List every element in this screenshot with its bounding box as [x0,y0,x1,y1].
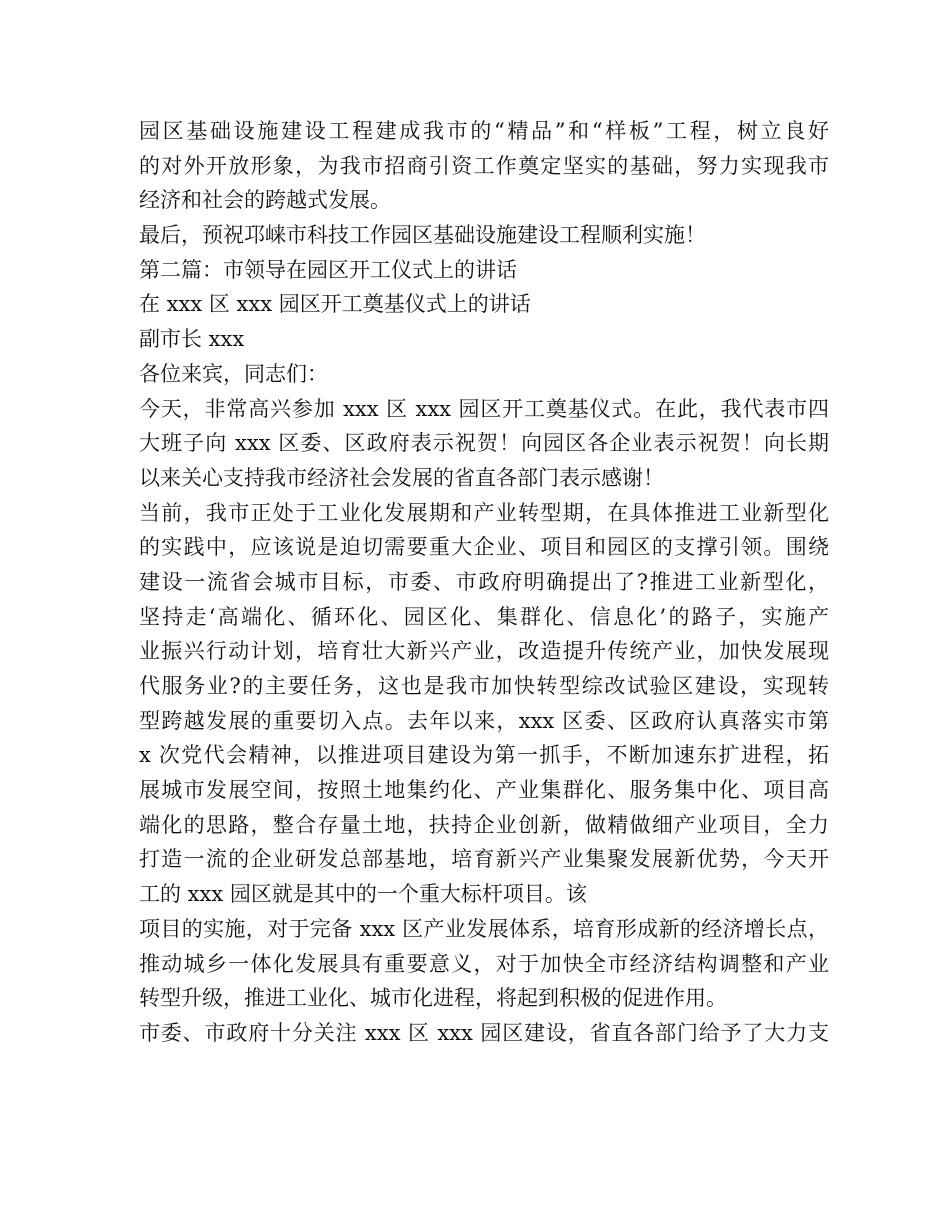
text-line: 大班子向 xxx 区委、区政府表示祝贺！向园区各企业表示祝贺！向长期 [139,431,829,456]
section-heading: 第二篇：市领导在园区开工仪式上的讲话 [139,257,517,282]
speaker-line: 副市长 xxx [139,327,245,352]
text-line: 端化的思路，整合存量土地，扶持企业创新，做精做细产业项目，全力 [139,812,829,837]
text-line: 建设一流省会城市目标，市委、市政府明确提出了?推进工业新型化， [139,569,829,594]
text-line: 当前，我市正处于工业化发展期和产业转型期，在具体推进工业新型化 [139,500,829,525]
text-line: 的实践中，应该说是迫切需要重大企业、项目和园区的支撑引领。围绕 [139,535,829,560]
text-line: 型跨越发展的重要切入点。去年以来，xxx 区委、区政府认真落实市第 [139,708,829,733]
speech-title: 在 xxx 区 xxx 园区开工奠基仪式上的讲话 [139,292,531,317]
text-line: 推动城乡一体化发展具有重要意义，对于加快全市经济结构调整和产业 [139,951,829,976]
text-line: 项目的实施，对于完备 xxx 区产业发展体系，培育形成新的经济增长点， [139,916,829,941]
text-line: 代服务业?的主要任务，这也是我市加快转型综改试验区建设，实现转 [139,674,829,698]
text-line: 业振兴行动计划，培育壮大新兴产业，改造提升传统产业，加快发展现 [139,639,829,664]
text-line: 坚持走‘高端化、循环化、园区化、集群化、信息化’的路子，实施产 [139,604,829,629]
text-line: 转型升级，推进工业化、城市化进程，将起到积极的促进作用。 [139,986,727,1011]
text-line: 以来关心支持我市经济社会发展的省直各部门表示感谢！ [139,465,664,490]
text-line: 打造一流的企业研发总部基地，培育新兴产业集聚发展新优势，今天开 [139,847,829,872]
text-line: 今天，非常高兴参加 xxx 区 xxx 园区开工奠基仪式。在此，我代表市四 [139,396,829,421]
text-line: 市委、市政府十分关注 xxx 区 xxx 园区建设，省直各部门给予了大力支 [139,1020,829,1045]
text-line: x 次党代会精神，以推进项目建设为第一抓手，不断加速东扩进程，拓 [139,743,829,768]
text-line: 最后，预祝邛崃市科技工作园区基础设施建设工程顺利实施！ [139,223,706,248]
salutation: 各位来宾，同志们： [139,361,328,386]
text-line: 工的 xxx 园区就是其中的一个重大标杆项目。该 [139,882,587,907]
text-line: 经济和社会的跨越式发展。 [139,188,391,213]
text-line: 展城市发展空间，按照土地集约化、产业集群化、服务集中化、项目高 [139,778,829,803]
document-body [139,114,829,1051]
text-line: 的对外开放形象，为我市招商引资工作奠定坚实的基础，努力实现我市 [139,153,829,178]
text-line: 园区基础设施建设工程建成我市的“精品”和“样板”工程，树立良好 [139,119,829,143]
